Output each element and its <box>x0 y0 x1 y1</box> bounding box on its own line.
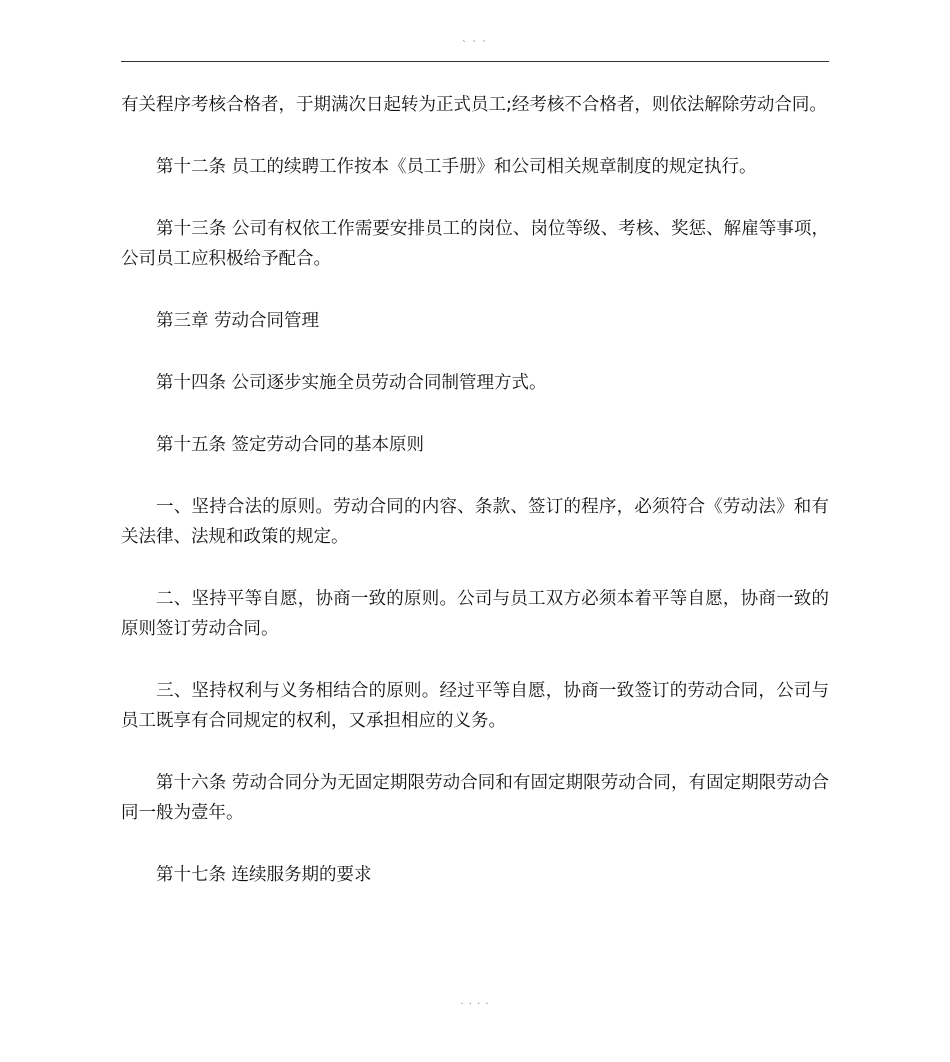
article-16: 第十六条 劳动合同分为无固定期限劳动合同和有固定期限劳动合同，有固定期限劳动合同一般为壹年。 <box>121 773 829 823</box>
principle-3: 三、坚持权利与义务相结合的原则。经过平等自愿，协商一致签订的劳动合同，公司与员工既享有合同规定的权利，又承担相应的义务。 <box>121 681 829 731</box>
footer-mark: . . . . <box>460 996 490 1007</box>
principle-2: 二、坚持平等自愿，协商一致的原则。公司与员工双方必须本着平等自愿，协商一致的原则签订劳动合同。 <box>121 589 829 639</box>
article-12: 第十二条 员工的续聘工作按本《员工手册》和公司相关规章制度的规定执行。 <box>156 157 757 177</box>
article-13: 第十三条 公司有权依工作需要安排员工的岗位、岗位等级、考核、奖惩、解雇等事项，公司员工应积极给予配合。 <box>121 219 829 269</box>
article-17: 第十七条 连续服务期的要求 <box>156 865 372 885</box>
paragraph-continuation: 有关程序考核合格者，于期满次日起转为正式员工;经考核不合格者，则依法解除劳动合同。 <box>121 95 827 115</box>
document-body <box>121 90 829 890</box>
chapter-3-heading: 第三章 劳动合同管理 <box>156 311 320 331</box>
header-mark: ` ` ` <box>461 40 489 51</box>
header-rule <box>121 61 829 62</box>
article-15: 第十五条 签定劳动合同的基本原则 <box>156 435 425 455</box>
principle-1: 一、坚持合法的原则。劳动合同的内容、条款、签订的程序，必须符合《劳动法》和有关法律、法规和政策的规定。 <box>121 497 829 547</box>
article-14: 第十四条 公司逐步实施全员劳动合同制管理方式。 <box>156 373 547 393</box>
